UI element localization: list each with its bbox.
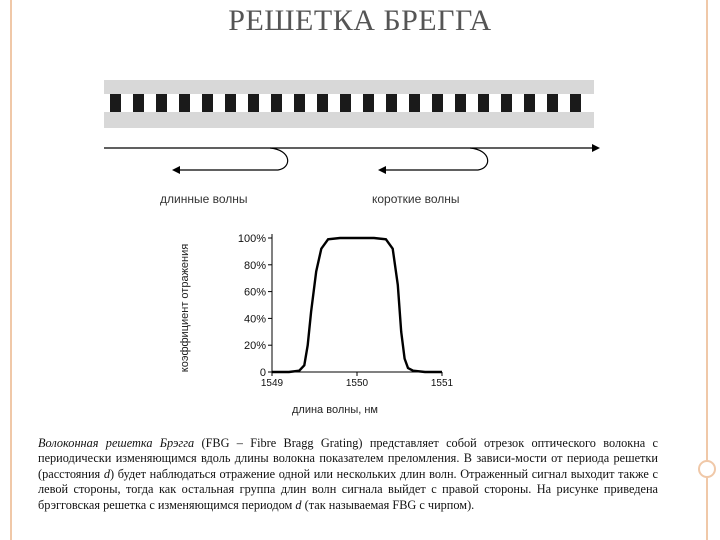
- chart-y-tick-label: 40%: [243, 313, 266, 326]
- reflected-long-arrow-head: [172, 166, 180, 174]
- grating-block: [432, 94, 443, 112]
- description-paragraph: [38, 436, 658, 513]
- grating-block: [133, 94, 144, 112]
- grating-block: [225, 94, 236, 112]
- grating-block: [294, 94, 305, 112]
- var-d: d: [103, 466, 111, 481]
- chart-y-tick-label: 0: [259, 367, 266, 379]
- frame-decor-circle: [698, 460, 716, 478]
- grating-block: [363, 94, 374, 112]
- grating-block: [317, 94, 328, 112]
- grating-block: [156, 94, 167, 112]
- chart-y-tick-label: 20%: [243, 340, 266, 353]
- grating-block: [501, 94, 512, 112]
- incident-arrow-head: [592, 144, 600, 152]
- paragraph-part-2: ) будет наблюдаться отражение одной или нескольких длин волн. Отраженный сигнал выходит также с левой стороны, тогда как остальная группа длин волн сигнала выйдет с правой стороны. На рисунке приведена брэгговская решетка с изменяющимся периодом: [38, 466, 658, 512]
- grating-block: [202, 94, 213, 112]
- grating-block: [179, 94, 190, 112]
- chart-y-tick-label: 80%: [243, 259, 266, 272]
- paragraph-part-1: (FBG – Fibre Bragg Grating) представляет собой отрезок оптического волокна с периодически изменяющимся вдоль длины волокна показателем преломления. В зависи-мости от периода решетки (расстояния: [38, 436, 659, 481]
- label-short-waves: короткие волны: [372, 192, 460, 206]
- chart-x-tick-label: 1549: [260, 378, 284, 389]
- grating-block: [455, 94, 466, 112]
- grating-block: [524, 94, 535, 112]
- paragraph-part-3: (так называемая FBG с чирпом).: [301, 497, 475, 512]
- chart-y-tick-label: 100%: [237, 233, 266, 245]
- reflected-long-arrow: [180, 148, 288, 170]
- chart-x-tick-label: 1551: [430, 378, 454, 389]
- chart-y-tick-label: 60%: [243, 286, 266, 299]
- grating-blocks: [110, 94, 581, 112]
- grating-block: [248, 94, 259, 112]
- label-long-waves: длинные волны: [160, 192, 248, 206]
- reflection-curve: [272, 238, 442, 372]
- grating-block: [271, 94, 282, 112]
- grating-block: [570, 94, 581, 112]
- chart-y-axis-label: коэффициент отражения: [179, 243, 191, 373]
- reflected-short-arrow-head: [378, 166, 386, 174]
- grating-block: [386, 94, 397, 112]
- grating-block: [110, 94, 121, 112]
- grating-block: [409, 94, 420, 112]
- reflected-short-arrow: [386, 148, 488, 170]
- var-d-2: d: [295, 497, 302, 512]
- term-fbg: Волоконная решетка Брэгга: [38, 436, 195, 450]
- chart-axes: [268, 234, 442, 376]
- grating-block: [547, 94, 558, 112]
- chart-x-axis-label: длина волны, нм: [292, 404, 378, 416]
- slide-title: РЕШЕТКА БРЕГГА: [228, 4, 492, 37]
- chart-x-tick-label: 1550: [345, 378, 369, 389]
- chart-tick-labels: [238, 233, 454, 389]
- grating-block: [340, 94, 351, 112]
- grating-block: [478, 94, 489, 112]
- fiber-grating-diagram: [0, 0, 720, 240]
